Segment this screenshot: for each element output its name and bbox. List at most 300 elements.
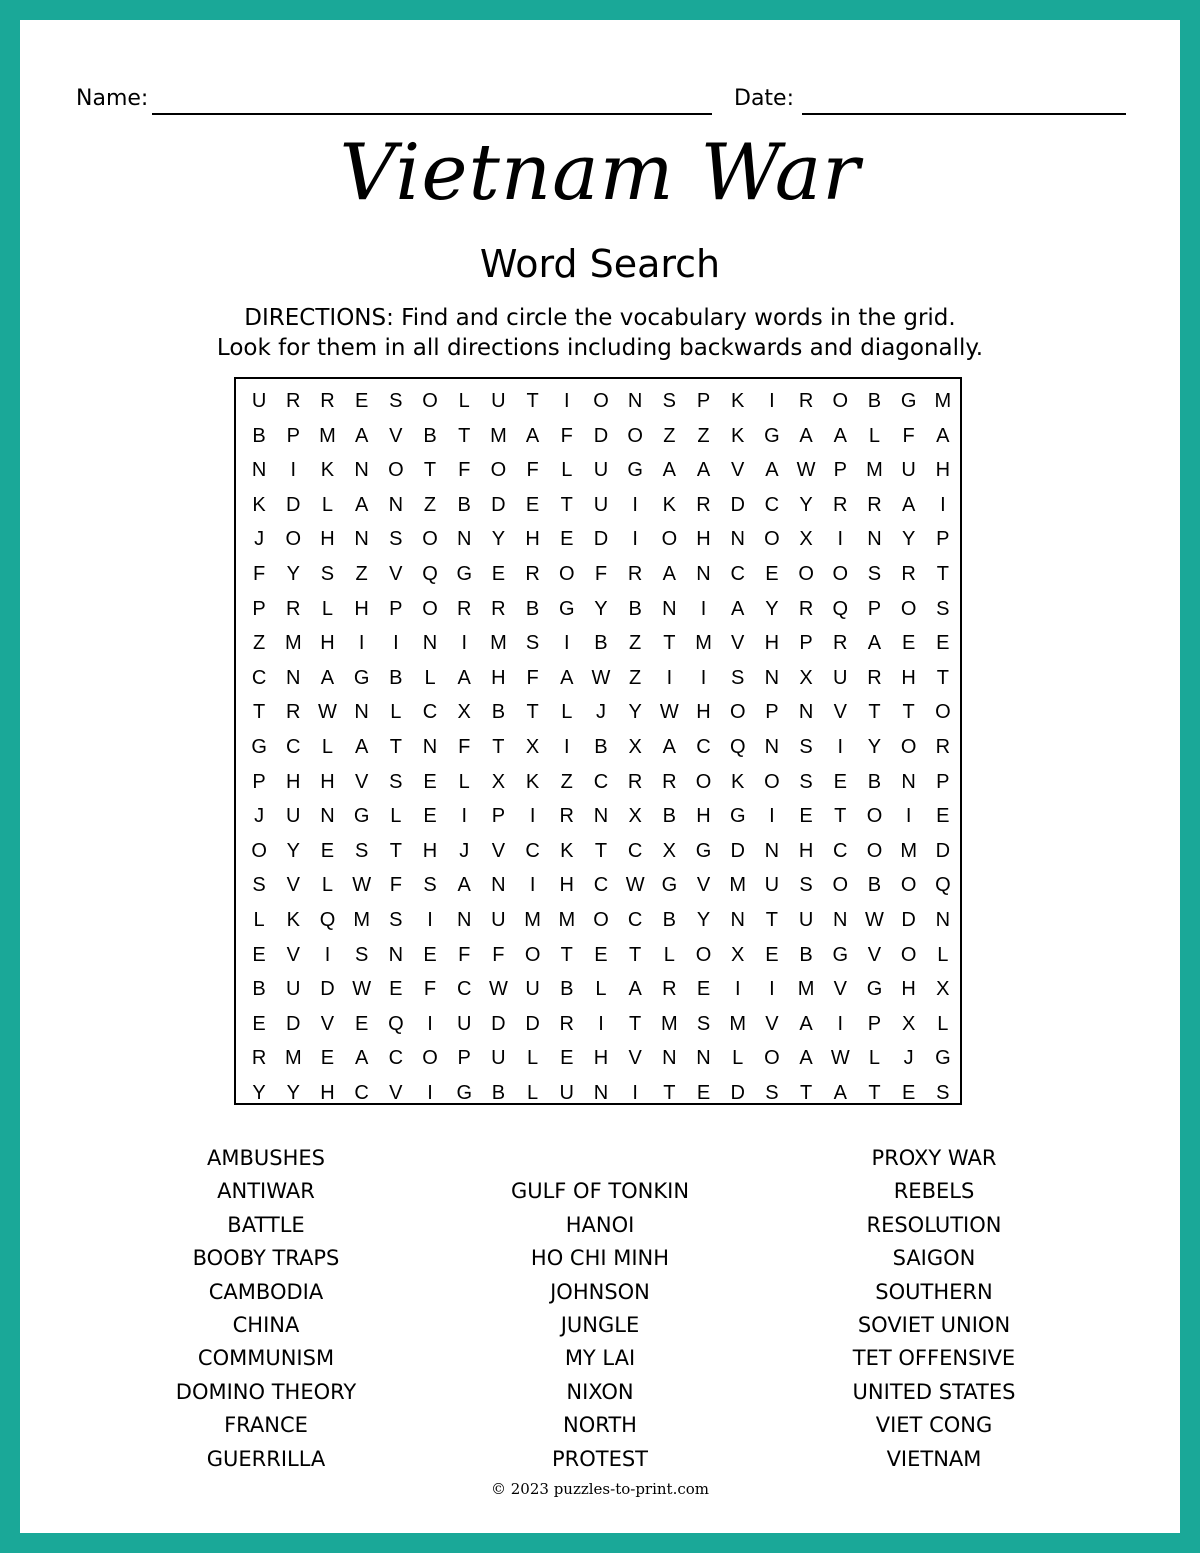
grid-letter[interactable]: B	[594, 735, 608, 758]
grid-letter[interactable]: Y	[286, 1081, 300, 1104]
grid-letter[interactable]: F	[526, 459, 539, 482]
grid-letter[interactable]: U	[286, 805, 301, 828]
grid-letter[interactable]: A	[354, 493, 369, 516]
grid-letter[interactable]: V	[833, 978, 847, 1001]
grid-letter[interactable]: N	[354, 701, 369, 724]
grid-letter[interactable]: R	[627, 770, 643, 793]
grid-letter[interactable]: M	[319, 424, 336, 447]
grid-letter[interactable]: W	[488, 978, 508, 1001]
grid-letter[interactable]: E	[799, 805, 813, 828]
grid-letter[interactable]: Y	[286, 839, 300, 862]
grid-letter[interactable]: V	[286, 874, 300, 897]
grid-letter[interactable]: L	[937, 943, 949, 966]
grid-letter[interactable]: A	[662, 735, 677, 758]
grid-letter[interactable]: A	[867, 632, 882, 655]
grid-letter[interactable]: R	[867, 666, 882, 689]
grid-letter[interactable]: N	[593, 1081, 609, 1104]
grid-letter[interactable]: E	[320, 839, 335, 862]
grid-letter[interactable]: R	[662, 770, 677, 793]
grid-letter[interactable]: S	[354, 943, 369, 966]
grid-letter[interactable]: N	[286, 666, 301, 689]
grid-letter[interactable]: U	[491, 908, 506, 931]
grid-letter[interactable]: O	[764, 1047, 780, 1070]
grid-letter[interactable]: R	[867, 493, 882, 516]
grid-letter[interactable]: V	[731, 459, 745, 482]
grid-letter[interactable]: I	[666, 666, 673, 689]
grid-letter[interactable]: X	[799, 528, 813, 551]
grid-letter[interactable]: L	[424, 666, 436, 689]
grid-letter[interactable]: L	[458, 770, 470, 793]
grid-letter[interactable]: I	[769, 978, 775, 1001]
grid-letter[interactable]: U	[593, 459, 609, 482]
grid-letter[interactable]: S	[354, 839, 369, 862]
grid-letter[interactable]: G	[832, 943, 849, 966]
grid-letter[interactable]: E	[560, 528, 574, 551]
grid-letter[interactable]: D	[593, 424, 609, 447]
grid-letter[interactable]: O	[490, 459, 507, 482]
grid-letter[interactable]: X	[525, 735, 540, 758]
grid-letter[interactable]: S	[389, 390, 403, 412]
grid-letter[interactable]: I	[632, 1081, 638, 1104]
grid-letter[interactable]: T	[389, 839, 402, 862]
grid-letter[interactable]: G	[695, 839, 712, 862]
grid-letter[interactable]: B	[662, 805, 677, 828]
grid-letter[interactable]: W	[352, 874, 372, 897]
grid-letter[interactable]: I	[700, 597, 707, 620]
grid-letter[interactable]: V	[731, 632, 745, 655]
grid-letter[interactable]: N	[422, 632, 438, 655]
grid-letter[interactable]: N	[867, 528, 882, 551]
grid-letter[interactable]: T	[526, 390, 539, 412]
grid-letter[interactable]: B	[560, 978, 574, 1001]
grid-letter[interactable]: F	[594, 562, 608, 585]
grid-letter[interactable]: L	[527, 1047, 539, 1070]
grid-letter[interactable]: A	[354, 735, 369, 758]
grid-letter[interactable]: L	[390, 805, 402, 828]
grid-letter[interactable]: L	[321, 874, 334, 897]
grid-letter[interactable]: S	[389, 908, 403, 931]
grid-letter[interactable]: F	[389, 874, 402, 897]
grid-letter[interactable]: D	[901, 908, 916, 931]
grid-letter[interactable]: U	[559, 1081, 574, 1104]
grid-letter[interactable]: Q	[935, 874, 951, 897]
grid-letter[interactable]: N	[935, 908, 951, 931]
grid-letter[interactable]: R	[286, 701, 301, 724]
grid-letter[interactable]: L	[527, 1081, 539, 1104]
grid-letter[interactable]: A	[833, 1081, 847, 1104]
grid-letter[interactable]: V	[628, 1047, 642, 1070]
grid-letter[interactable]: M	[490, 632, 507, 655]
grid-letter[interactable]: I	[564, 632, 570, 655]
grid-letter[interactable]: H	[320, 632, 335, 655]
grid-letter[interactable]: O	[866, 839, 883, 862]
grid-letter[interactable]: Q	[729, 735, 746, 758]
grid-letter[interactable]: R	[559, 1012, 574, 1035]
grid-letter[interactable]: T	[629, 943, 642, 966]
grid-letter[interactable]: H	[696, 528, 711, 551]
grid-letter[interactable]: T	[560, 493, 573, 516]
grid-letter[interactable]: O	[900, 874, 917, 897]
grid-letter[interactable]: H	[320, 528, 335, 551]
grid-letter[interactable]: L	[321, 735, 334, 758]
grid-letter[interactable]: S	[389, 770, 403, 793]
grid-letter[interactable]: B	[525, 597, 540, 620]
grid-letter[interactable]: B	[491, 1081, 506, 1104]
grid-letter[interactable]: I	[837, 735, 844, 758]
grid-letter[interactable]: I	[632, 493, 638, 516]
grid-letter[interactable]: N	[251, 459, 267, 482]
grid-letter[interactable]: I	[564, 735, 570, 758]
grid-letter[interactable]: L	[663, 943, 675, 966]
grid-letter[interactable]: O	[422, 390, 438, 412]
grid-letter[interactable]: R	[662, 978, 677, 1001]
grid-letter[interactable]: I	[940, 493, 946, 516]
grid-letter[interactable]: B	[252, 424, 266, 447]
grid-letter[interactable]: P	[799, 632, 813, 655]
grid-letter[interactable]: D	[286, 1012, 301, 1035]
grid-letter[interactable]: A	[662, 562, 677, 585]
grid-letter[interactable]: A	[354, 1047, 369, 1070]
grid-letter[interactable]: M	[558, 908, 576, 931]
grid-letter[interactable]: J	[254, 805, 265, 828]
grid-letter[interactable]: S	[799, 874, 813, 897]
grid-letter[interactable]: C	[627, 839, 643, 862]
grid-letter[interactable]: D	[491, 1012, 506, 1035]
grid-letter[interactable]: F	[526, 666, 539, 689]
grid-letter[interactable]: K	[731, 770, 745, 793]
grid-letter[interactable]: E	[354, 390, 369, 412]
grid-letter[interactable]: A	[354, 424, 369, 447]
grid-letter[interactable]: U	[286, 978, 301, 1001]
grid-letter[interactable]: K	[525, 770, 540, 793]
grid-letter[interactable]: S	[696, 1012, 711, 1035]
grid-letter[interactable]: O	[524, 943, 541, 966]
grid-letter[interactable]: N	[354, 528, 369, 551]
grid-letter[interactable]: A	[696, 459, 711, 482]
grid-letter[interactable]: B	[389, 666, 403, 689]
grid-letter[interactable]: E	[765, 562, 779, 585]
grid-letter[interactable]: N	[422, 735, 438, 758]
grid-letter[interactable]: N	[456, 528, 472, 551]
grid-letter[interactable]: N	[388, 493, 404, 516]
grid-letter[interactable]: V	[833, 701, 847, 724]
grid-letter[interactable]: L	[321, 493, 334, 516]
grid-letter[interactable]: R	[491, 597, 506, 620]
grid-letter[interactable]: I	[427, 1012, 433, 1035]
grid-letter[interactable]: G	[627, 459, 643, 482]
grid-letter[interactable]: W	[352, 978, 372, 1001]
grid-letter[interactable]: I	[905, 805, 912, 828]
grid-letter[interactable]: O	[661, 528, 678, 551]
grid-letter[interactable]: B	[252, 978, 266, 1001]
grid-letter[interactable]: O	[695, 770, 712, 793]
grid-letter[interactable]: D	[593, 528, 609, 551]
grid-letter[interactable]: O	[627, 424, 643, 447]
grid-letter[interactable]: X	[731, 943, 745, 966]
grid-letter[interactable]: A	[799, 1012, 813, 1035]
grid-letter[interactable]: T	[389, 735, 402, 758]
grid-letter[interactable]: D	[730, 1081, 745, 1104]
grid-letter[interactable]: M	[661, 1012, 678, 1035]
grid-letter[interactable]: X	[936, 978, 950, 1001]
grid-letter[interactable]: U	[833, 666, 848, 689]
grid-letter[interactable]: E	[765, 943, 779, 966]
grid-letter[interactable]: O	[832, 874, 849, 897]
grid-letter[interactable]: S	[389, 528, 403, 551]
grid-letter[interactable]: D	[491, 493, 506, 516]
grid-letter[interactable]: T	[560, 943, 573, 966]
grid-letter[interactable]: A	[628, 978, 642, 1001]
grid-letter[interactable]: I	[769, 805, 775, 828]
grid-letter[interactable]: X	[628, 735, 642, 758]
grid-letter[interactable]: H	[491, 666, 506, 689]
grid-letter[interactable]: T	[492, 735, 505, 758]
grid-letter[interactable]: E	[525, 493, 540, 516]
grid-letter[interactable]: Y	[765, 597, 779, 620]
grid-letter[interactable]: Y	[799, 493, 813, 516]
grid-letter[interactable]: I	[529, 805, 536, 828]
grid-letter[interactable]: M	[695, 632, 712, 655]
grid-letter[interactable]: U	[491, 1047, 506, 1070]
grid-letter[interactable]: A	[320, 666, 335, 689]
grid-letter[interactable]: I	[598, 1012, 604, 1035]
grid-letter[interactable]: L	[253, 908, 265, 931]
grid-letter[interactable]: E	[423, 770, 437, 793]
grid-letter[interactable]: A	[560, 666, 574, 689]
grid-letter[interactable]: O	[251, 839, 267, 862]
grid-letter[interactable]: B	[799, 943, 813, 966]
grid-letter[interactable]: J	[459, 839, 470, 862]
grid-letter[interactable]: X	[457, 701, 471, 724]
grid-letter[interactable]: E	[594, 943, 608, 966]
grid-letter[interactable]: A	[525, 424, 540, 447]
grid-letter[interactable]: N	[354, 459, 369, 482]
grid-letter[interactable]: R	[286, 390, 301, 412]
grid-letter[interactable]: I	[837, 1012, 844, 1035]
grid-letter[interactable]: S	[936, 597, 950, 620]
grid-letter[interactable]: E	[936, 805, 950, 828]
grid-letter[interactable]: X	[799, 666, 813, 689]
grid-letter[interactable]: T	[458, 424, 471, 447]
grid-letter[interactable]: T	[526, 701, 539, 724]
grid-letter[interactable]: Y	[901, 528, 916, 551]
grid-letter[interactable]: I	[700, 666, 707, 689]
grid-letter[interactable]: C	[456, 978, 472, 1001]
grid-letter[interactable]: G	[251, 735, 267, 758]
grid-letter[interactable]: S	[765, 1081, 779, 1104]
grid-letter[interactable]: A	[662, 459, 677, 482]
grid-letter[interactable]: U	[593, 493, 609, 516]
grid-letter[interactable]: N	[833, 908, 848, 931]
grid-letter[interactable]: T	[868, 1081, 881, 1104]
grid-letter[interactable]: O	[695, 943, 712, 966]
grid-letter[interactable]: X	[901, 1012, 916, 1035]
grid-letter[interactable]: L	[595, 978, 607, 1001]
grid-letter[interactable]: I	[290, 459, 297, 482]
grid-letter[interactable]: M	[934, 390, 952, 412]
grid-letter[interactable]: T	[834, 805, 847, 828]
grid-letter[interactable]: R	[627, 562, 643, 585]
grid-letter[interactable]: X	[491, 770, 506, 793]
grid-letter[interactable]: G	[866, 978, 883, 1001]
grid-letter[interactable]: D	[286, 493, 301, 516]
grid-letter[interactable]: I	[632, 528, 638, 551]
grid-letter[interactable]: Z	[423, 493, 437, 516]
grid-letter[interactable]: O	[422, 1047, 438, 1070]
grid-letter[interactable]: Y	[491, 528, 506, 551]
grid-letter[interactable]: I	[427, 908, 433, 931]
grid-letter[interactable]: C	[593, 874, 609, 897]
grid-letter[interactable]: N	[901, 770, 916, 793]
grid-letter[interactable]: Z	[629, 666, 642, 689]
grid-letter[interactable]: D	[525, 1012, 540, 1035]
grid-letter[interactable]: G	[661, 874, 678, 897]
grid-letter[interactable]: A	[457, 874, 471, 897]
grid-letter[interactable]: S	[662, 390, 677, 412]
grid-letter[interactable]: Z	[252, 632, 266, 655]
grid-letter[interactable]: V	[696, 874, 711, 897]
grid-letter[interactable]: M	[284, 632, 302, 655]
grid-letter[interactable]: A	[833, 424, 847, 447]
grid-letter[interactable]: V	[389, 1081, 403, 1104]
grid-letter[interactable]: D	[320, 978, 335, 1001]
grid-letter[interactable]: S	[252, 874, 266, 897]
grid-letter[interactable]: O	[764, 528, 780, 551]
grid-letter[interactable]: X	[662, 839, 677, 862]
grid-letter[interactable]: T	[629, 1012, 642, 1035]
grid-letter[interactable]: S	[799, 770, 813, 793]
grid-letter[interactable]: L	[868, 1047, 881, 1070]
grid-letter[interactable]: C	[764, 493, 780, 516]
grid-letter[interactable]: C	[422, 701, 438, 724]
grid-letter[interactable]: G	[353, 805, 370, 828]
grid-letter[interactable]: H	[320, 1081, 335, 1104]
grid-letter[interactable]: N	[662, 1047, 677, 1070]
grid-letter[interactable]: M	[353, 908, 370, 931]
grid-letter[interactable]: G	[456, 562, 472, 585]
grid-letter[interactable]: O	[388, 459, 404, 482]
grid-letter[interactable]: C	[251, 666, 267, 689]
grid-letter[interactable]: H	[935, 459, 951, 482]
grid-letter[interactable]: U	[251, 390, 267, 412]
grid-letter[interactable]: Z	[663, 424, 676, 447]
grid-letter[interactable]: K	[252, 493, 266, 516]
grid-letter[interactable]: A	[731, 597, 745, 620]
grid-letter[interactable]: E	[354, 1012, 369, 1035]
grid-letter[interactable]: L	[561, 701, 573, 724]
grid-letter[interactable]: V	[389, 562, 403, 585]
grid-letter[interactable]: N	[491, 874, 506, 897]
grid-letter[interactable]: S	[867, 562, 882, 585]
grid-letter[interactable]: N	[662, 597, 677, 620]
grid-letter[interactable]: N	[627, 390, 643, 412]
grid-letter[interactable]: H	[354, 597, 369, 620]
grid-letter[interactable]: M	[490, 424, 507, 447]
grid-letter[interactable]: Q	[319, 908, 336, 931]
grid-letter[interactable]: C	[354, 1081, 369, 1104]
grid-letter[interactable]: R	[901, 562, 916, 585]
grid-letter[interactable]: V	[320, 1012, 335, 1035]
grid-letter[interactable]: A	[457, 666, 471, 689]
grid-letter[interactable]: F	[458, 459, 471, 482]
grid-letter[interactable]: Y	[594, 597, 608, 620]
grid-letter[interactable]: N	[320, 805, 335, 828]
grid-letter[interactable]: E	[936, 632, 950, 655]
grid-letter[interactable]: I	[461, 632, 467, 655]
grid-letter[interactable]: H	[286, 770, 301, 793]
grid-letter[interactable]: P	[252, 597, 266, 620]
grid-letter[interactable]: W	[318, 701, 337, 724]
grid-letter[interactable]: I	[324, 943, 331, 966]
grid-letter[interactable]: B	[867, 874, 882, 897]
grid-letter[interactable]: E	[252, 1012, 266, 1035]
grid-letter[interactable]: O	[798, 562, 814, 585]
grid-letter[interactable]: K	[286, 908, 300, 931]
grid-letter[interactable]: O	[900, 735, 917, 758]
grid-letter[interactable]: N	[798, 701, 814, 724]
grid-letter[interactable]: B	[867, 770, 882, 793]
grid-letter[interactable]: V	[286, 943, 300, 966]
grid-letter[interactable]: S	[799, 735, 813, 758]
grid-letter[interactable]: G	[729, 805, 746, 828]
grid-letter[interactable]: E	[252, 943, 266, 966]
grid-letter[interactable]: R	[559, 805, 574, 828]
grid-letter[interactable]: P	[389, 597, 403, 620]
grid-letter[interactable]: W	[865, 908, 884, 931]
grid-letter[interactable]: R	[525, 562, 540, 585]
grid-letter[interactable]: T	[663, 1081, 676, 1104]
grid-letter[interactable]: E	[491, 562, 506, 585]
grid-letter[interactable]: O	[285, 528, 302, 551]
grid-letter[interactable]: L	[321, 597, 334, 620]
grid-letter[interactable]: P	[936, 528, 950, 551]
grid-letter[interactable]: K	[560, 839, 574, 862]
grid-letter[interactable]: O	[832, 390, 849, 412]
grid-letter[interactable]: N	[730, 528, 745, 551]
grid-letter[interactable]: T	[252, 701, 266, 724]
grid-letter[interactable]: H	[696, 701, 711, 724]
grid-letter[interactable]: H	[320, 770, 335, 793]
grid-letter[interactable]: D	[730, 839, 745, 862]
grid-letter[interactable]: P	[491, 805, 506, 828]
grid-letter[interactable]: N	[456, 908, 472, 931]
grid-letter[interactable]: M	[284, 1047, 302, 1070]
grid-letter[interactable]: T	[936, 666, 949, 689]
grid-letter[interactable]: S	[936, 1081, 950, 1104]
grid-letter[interactable]: I	[393, 632, 399, 655]
grid-letter[interactable]: O	[729, 701, 746, 724]
grid-letter[interactable]: N	[764, 839, 780, 862]
grid-letter[interactable]: C	[388, 1047, 404, 1070]
grid-letter[interactable]: R	[833, 632, 848, 655]
grid-letter[interactable]: R	[798, 597, 814, 620]
grid-letter[interactable]: H	[593, 1047, 609, 1070]
grid-letter[interactable]: N	[593, 805, 609, 828]
grid-letter[interactable]: E	[696, 1081, 711, 1104]
grid-letter[interactable]: L	[458, 390, 470, 412]
grid-letter[interactable]: V	[389, 424, 403, 447]
grid-letter[interactable]: L	[390, 701, 402, 724]
grid-letter[interactable]: C	[833, 839, 848, 862]
grid-letter[interactable]: P	[696, 390, 711, 412]
grid-letter[interactable]: E	[423, 943, 437, 966]
grid-letter[interactable]: K	[662, 493, 677, 516]
grid-letter[interactable]: H	[798, 839, 814, 862]
grid-letter[interactable]: I	[529, 874, 536, 897]
grid-letter[interactable]: T	[423, 459, 437, 482]
grid-letter[interactable]: P	[252, 770, 266, 793]
grid-letter[interactable]: S	[423, 874, 437, 897]
